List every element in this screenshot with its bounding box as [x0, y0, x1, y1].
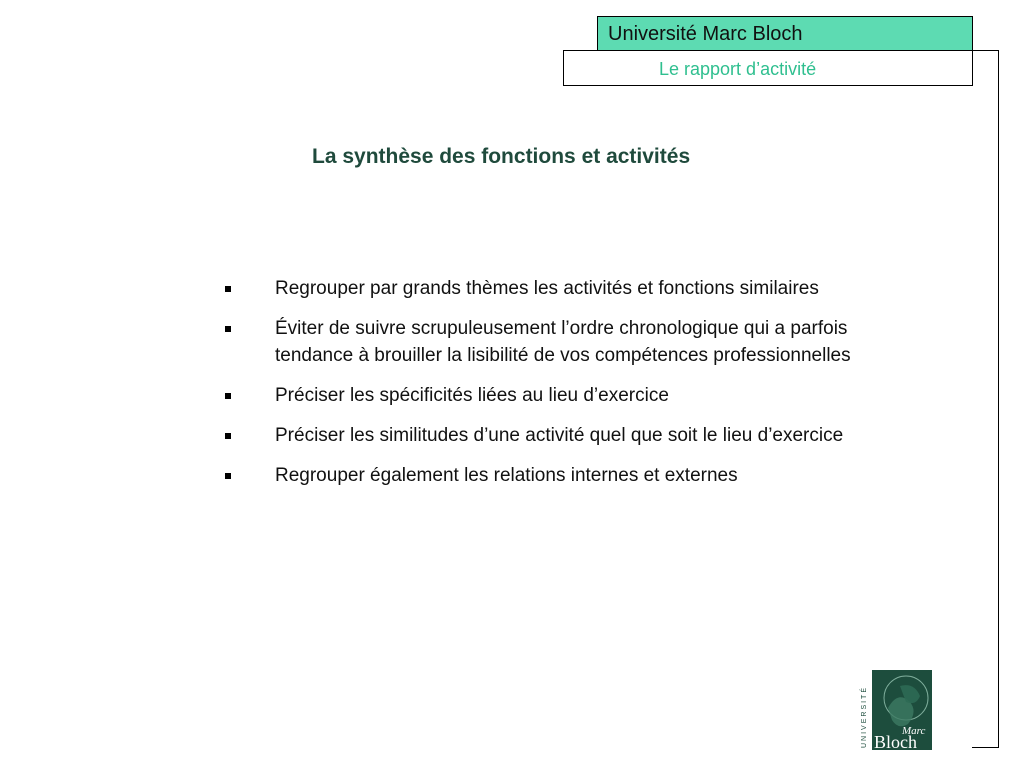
- bullet-text: Préciser les spécificités liées au lieu d’exercice: [275, 385, 669, 406]
- square-bullet-icon: [225, 473, 231, 479]
- bullet-item: [225, 382, 865, 409]
- square-bullet-icon: [225, 326, 231, 332]
- logo-name-line2: Bloch: [874, 732, 917, 750]
- square-bullet-icon: [225, 433, 231, 439]
- bullet-item: [225, 422, 865, 449]
- bullet-text: Regrouper également les relations internes et externes: [275, 465, 738, 486]
- bullet-text: Préciser les similitudes d’une activité quel que soit le lieu d’exercice: [275, 425, 844, 446]
- report-banner: [563, 50, 973, 86]
- bullet-item: [225, 315, 865, 369]
- slide-title: La synthèse des fonctions et activités: [312, 145, 691, 168]
- university-logo: [858, 668, 932, 750]
- bullet-item: [225, 275, 865, 302]
- slide-frame-border: [972, 50, 999, 748]
- bullet-item: [225, 462, 865, 489]
- bullet-list: [225, 275, 865, 502]
- square-bullet-icon: [225, 393, 231, 399]
- square-bullet-icon: [225, 286, 231, 292]
- university-name: Université Marc Bloch: [608, 23, 803, 45]
- bullet-text: Regrouper par grands thèmes les activités et fonctions similaires: [275, 278, 819, 299]
- logo-vertical-text: UNIVERSITÉ: [861, 685, 868, 748]
- university-banner: [597, 16, 973, 51]
- report-label: Le rapport d’activité: [659, 59, 817, 79]
- logo-name-line1: Marc: [902, 725, 926, 737]
- bullet-text: Éviter de suivre scrupuleusement l’ordre chronologique qui a parfois tendance à brouiller la lisibilité de vos compétences professionnelles: [275, 318, 851, 366]
